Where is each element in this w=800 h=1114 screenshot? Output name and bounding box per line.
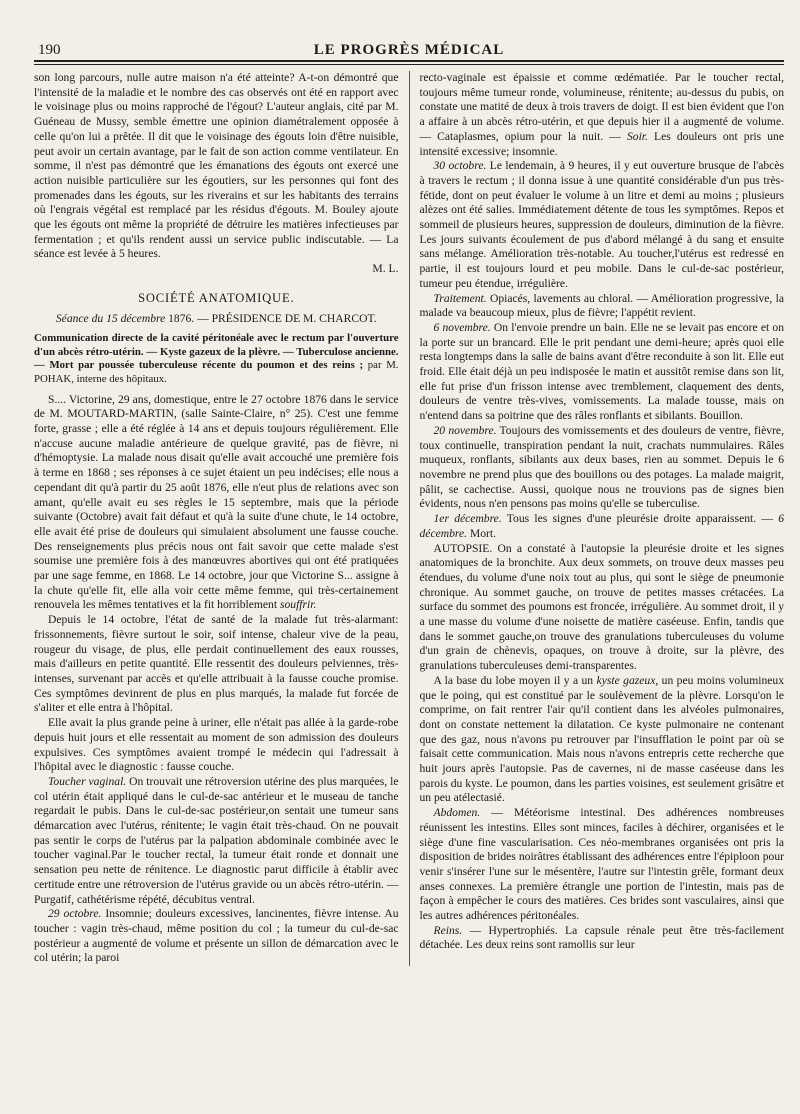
paragraph-label: Toucher vaginal. (48, 774, 127, 788)
paragraph: Elle avait la plus grande peine à uriner, elle n'était pas allée à la garde-robe depuis huit jours et elle ressentait au moment de son admission des douleurs expulsives. Ces symptômes avaient trompé le médecin qui l'adressait à l'hôpital avec le diagnostic : fausse couche. (34, 716, 399, 774)
text-italic: souffrir. (277, 598, 317, 612)
paragraph: son long parcours, nulle autre maison n'a été atteinte? A-t-on démontré que l'intensité de la maladie et le nombre des cas observés ont été en rapport avec le voisinage plus ou moins rapproché de l'égout? L'auteur anglais, cité par M. Guéneau de Mussy, semble émettre une opinion diamétralement opposée à celle qu'on lui a prêtée. Il dit que le voisinage des égouts loin d'être nuisible, peut avoir un certain avantage, par le fait de son action comme ventilateur. En somme, il n'est pas démontré que les émanations des égouts ont exercé une action nuisible particulière sur les égoutiers, sur les personnes qui font des promenades dans les égouts, sur les riverains et sur les habitants des terrains où l'engrais végétal est remplacé par les résidus d'égouts. M. Bouley ajoute que les égouts ont même la propriété de détruire les matières infectieuses par fermentation ; et qu'ils rendent aussi un service public indiscutable. — La séance est levée à 5 heures. (34, 71, 399, 261)
paragraph (34, 907, 399, 966)
paragraph-label: 6 novembre. (433, 320, 491, 334)
text: On a constaté à l'autopsie la pleurésie droite et les signes anatomiques de la bronchite. Aux deux sommets, on trouve deux masses peu étendues, du volume d'une noix tout au plus, qui sont le siège de pneumonie chronique. Au sommet gauche, on trouve de petites masses crétacées. La surface du sommet des poumons est froncée, irrégulière. Au sommet droit, il y a une masse du volume d'une noisette de matière caséeuse. Enfin, tandis que dans le sommet gauche,on trouve des granulations tuberculeuses du volume d'un grain de chènevis, opaques, on trouve à droite, sur la plèvre, des granulations tuberculeuses demi-transparentes. (419, 541, 784, 673)
paragraph (420, 924, 785, 953)
text-italic: kyste gazeux (596, 673, 656, 687)
paragraph (34, 775, 399, 907)
seance-date: Séance du 15 décembre (55, 311, 166, 325)
paragraph (420, 71, 785, 159)
signature: M. L. (372, 262, 399, 276)
paragraph: Depuis le 14 octobre, l'état de santé de la malade fut très-alarmant: frissonnements, fièvre surtout le soir, soif intense, chaleur vive de la peau, rougeur du visage, de plus, elle perdait continuellement des eaux rousses, mais d'ailleurs en petite quantité. Elle ressentit des douleurs pelviennes, très-intenses, survenant par accès et qu'elle attribuait à la fausse couche promise. Ces symptômes devinrent de plus en plus marqués, la malade fut forcée de s'aliter et elle entra à l'hôpital. (34, 613, 399, 715)
page-number: 190 (38, 42, 61, 58)
text: Le lendemain, à 9 heures, il y eut ouverture brusque de l'abcès à travers le rectum ; il donna issue à une quantité considérable d'un pus très-fétide, dont on peut évaluer le volume à un litre et demi au moins ; plusieurs alèzes ont été salies. Immédiatement détente de tous les symptômes. Repos et sommeil de plusieurs heures, suppression de douleurs, diminution de la fièvre. Les jours suivants écoulement de pus d'abord mélangé à du sang et ensuite sans mélange. Amélioration très-notable. Au toucher,l'utérus est redressé en partie, il est toujours lourd et peu mobile. Dans le cul-de-sac postérieur, tumeur peu étendue, irrégulière. (419, 159, 784, 290)
case-heading (34, 332, 399, 386)
signature-line (34, 262, 399, 277)
header-rule (34, 60, 784, 65)
paragraph (420, 321, 785, 424)
text: Insomnie; douleurs excessives, lancinentes, fièvre intense. Au toucher : vagin très-chaud, même position du col ; la tumeur du cul-de-sac postérieur a augmenté de volume et présente un sillon de démarcation avec le col utérin; la paroi (34, 907, 399, 965)
paragraph-label: Traitement. (433, 291, 487, 305)
section-title: SOCIÉTÉ ANATOMIQUE. (138, 290, 295, 305)
text: , un peu moins volumineux que le poing, qui est constitué par le soulèvement de la plèvre. Lorsqu'on le comprime, on fait rentrer l'air qu'il contient dans les alvéoles pulmonaires, dont on constate nettement la dilatation. Ce kyste pulmonaire ne contenant que des gaz, nous n'avons pu retrouver par l'insufflation le point par où se faisait cette communication. Mais nous n'avons entrepris cette recherche que huit jours après l'autopsie. Pas de cavernes, ni de masse caséeuse dans les parois du kyste. Le poumon, dans les parties voisines, est seulement grisâtre et un peu atélectasié. (419, 673, 785, 805)
text: On trouvait une rétroversion utérine des plus marquées, le col utérin était appliqué dans le cul-de-sac antérieur et le museau de tanche regardait le pubis. Dans le cul-de-sac postérieur,on sentait une tumeur sans démarcation avec l'utérus, rénitente; le vagin était très-chaud. On ne pouvait pas sentir le corps de l'utérus par la palpation abdominale combinée avec le toucher vaginal.Par le toucher rectal, la tumeur était ronde et donnait une sensation peu nette de rénitence. Le diagnostic parut difficile à établir avec certitude entre une rétroversion de l'utérus gravide ou un abcès rétro-utérin. — Purgatif, cathétérisme répété, décubitus ventral. (34, 774, 399, 906)
paragraph-label: Reins. (433, 923, 463, 937)
text: — Météorisme intestinal. Des adhérences nombreuses réunissent les intestins. Elles sont minces, faciles à déchirer, organisées et le siège d'une fine vascularisation. Ces néo-membranes organisées ont pris la disposition de brides noirâtres établissant des adhérences entre l'épiploon pour venir s'insérer l'une sur le mésentère, l'autre sur l'intestin grêle, formant deux anses connexes. La première étrangle une portion de l'intestin, mais pas de façon à empêcher le cours des matières. Ces brides sont vasculaires, ainsi que les autres adhérences péritonéales. (419, 806, 784, 923)
seance-line (34, 312, 399, 327)
paragraph-label: 1er décembre. (433, 512, 502, 526)
paragraph (420, 292, 785, 321)
case-author: par M. POHAK, interne des hôpitaux. (34, 359, 399, 386)
paragraph-label: 30 octobre. (433, 159, 487, 173)
columns (34, 71, 784, 966)
text-italic: 6 décembre. (419, 512, 785, 540)
text: S.... Victorine, 29 ans, domestique, entre le 27 octobre 1876 dans le service de M. MOUTARD-MARTIN, (salle Sainte-Claire, n° 25). C'est une femme forte, grasse ; elle a été réglée à 14 ans et depuis toujours régulièrement. Elle n'accuse aucune maladie antérieure de quelque gravité, pas de fièvre, ni d'hémoptysie. La malade nous disait qu'elle avait accouché une première fois à terme en 1868 ; ses réponses à ce sujet étaient un peu indécises; elle nous a cependant dit qu'à partir du 25 août 1876, elle n'eut plus de relations avec son amant, qu'elle avait eu ses règles le 15 septembre, mais que la période suivante (Octobre) avait fait défaut et qu'à la suite d'une chute, le 14 octobre, elle avait été prise de douleurs qui simulaient absolument une fausse couche. Des renseignements plus précis nous ont fait savoir que cette malade s'est soumise une première fois à des manœuvres abortives qui ont été pratiquées par une sage femme, en 1868. Le 14 octobre, jour que Victorine S... assigne à la chute qu'elle fit, elle alla voir cette même femme, qui très-certainement renouvela les mêmes tentatives et la fit horriblement (34, 392, 399, 612)
paragraph-label: 20 novembre. (433, 423, 497, 437)
paragraph (420, 512, 785, 541)
paragraph (34, 393, 399, 614)
text: Mort. (467, 526, 497, 540)
paragraph (420, 424, 785, 512)
left-column (34, 71, 399, 966)
text: — Hypertrophiés. La capsule rénale peut être très-facilement détachée. Les deux reins sont ramollis sur leur (419, 923, 784, 952)
paragraph (420, 806, 785, 924)
running-title: LE PROGRÈS MÉDICAL (313, 42, 505, 58)
paragraph-label: AUTOPSIE. (433, 541, 493, 555)
paragraph-label: 29 octobre. (48, 907, 102, 921)
right-column (409, 71, 785, 966)
text: A la base du lobe moyen il y a un (433, 673, 597, 687)
text: Tous les signes d'une pleurésie droite apparaissent. — (501, 512, 773, 526)
text: Toujours des vomissements et des douleurs de ventre, fièvre, toux continuelle, transpiration pendant la nuit, crachats nummulaires. Râles muqueux, ronflants, sibilants aux deux bases, rien au sommet. Depuis le 6 novembre ne prend plus que des bouillons ou des potages. La malade maigrit, pâlit, se cachectise. Aussi, quoique nous ne trouvions pas de signes bien évidents, nous n'en pensons pas moins qu'elle se tuberculise. (419, 423, 784, 511)
paragraph (420, 159, 785, 291)
case-title: Communication directe de la cavité péritonéale avec le rectum par l'ouverture d'un abcès rétro-utérin. — Kyste gazeux de la plèvre. — Tuberculose ancienne. — Mort par poussée tuberculeuse récente du poumon et des reins ; (34, 332, 399, 372)
paragraph-label: Abdomen. (433, 806, 481, 820)
text-italic: Soir. (620, 129, 648, 143)
text: recto-vaginale est épaissie et comme œdématiée. Par le toucher rectal, toujours même tumeur ronde, volumineuse, rénitente; au-dessus du pubis, on constate une matité de deux à trois travers de doigt. Il est bien évident que l'on a affaire à un abcès rétro-utérin, et que depuis hier il a augmenté de volume. — Cataplasmes, opium pour la nuit. — (419, 71, 784, 143)
paragraph (420, 542, 785, 674)
text: Les douleurs ont pris une intensité excessive; insomnie. (419, 129, 784, 158)
text: Opiacés, lavements au chloral. — Amélioration progressive, la malade va beaucoup mieux, plus de fièvre; l'appétit revient. (419, 291, 784, 320)
paragraph (420, 674, 785, 806)
page-header (34, 30, 784, 58)
seance-presidence: 1876. — PRÉSIDENCE DE M. CHARCOT. (165, 311, 377, 325)
text: On l'envoie prendre un bain. Elle ne se levait pas encore et on la porte sur un brancard. Elle le prit pendant une demi-heure; après quoi elle resta longtemps dans la salle de bains avant d'être reconduite à son lit. Elle eut froid. Elle était déjà un peu indisposée le matin et aussitôt remise dans son lit, elle fut prise d'un frisson intense avec tremblement, claquement des dents, douleurs de ventre très-vives, vomissements. La malade tousse, mais on n'entend dans sa poitrine que des râles ronflants et sibilants. Bouillon. (419, 320, 784, 423)
